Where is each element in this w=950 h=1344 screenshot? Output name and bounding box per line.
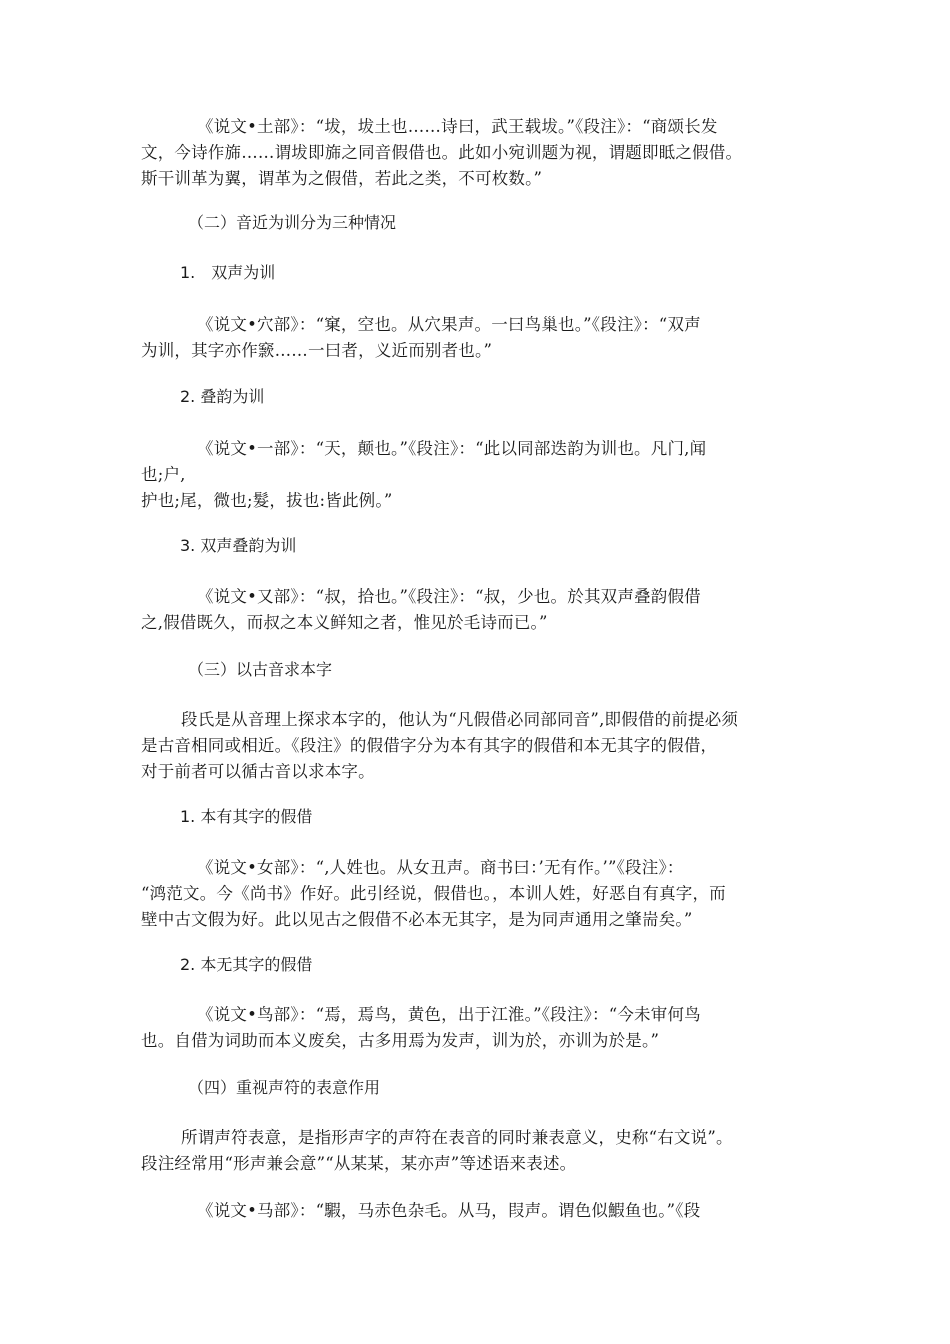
paragraph-line: 《说文•鸟部》：“焉，焉鸟，黄色，出于江淮。”《段注》：“今未审何鸟 — [197, 1005, 701, 1024]
paragraph-line: 所谓声符表意，是指形声字的声符在表音的同时兼表意义，史称“右文说”。 — [181, 1128, 733, 1147]
paragraph-line: 《说文•女部》：“,人姓也。从女丑声。商书曰：’无有作。’”《段注》： — [197, 858, 684, 877]
subheading-dieyun: 2. 叠韵为训 — [180, 387, 265, 406]
paragraph-line: 文，今诗作旆……谓坺即旆之同音假借也。此如小宛训题为视，谓题即眡之假借。 — [141, 143, 743, 162]
paragraph-line: 也;户, — [141, 465, 186, 484]
paragraph-line: 《说文•又部》：“叔，拾也。”《段注》：“叔，少也。於其双声叠韵假借 — [197, 587, 701, 606]
paragraph-line: 段注经常用“形声兼会意”“从某某，某亦声”等述语来表述。 — [141, 1154, 577, 1173]
paragraph-xue-bu — [141, 312, 813, 364]
section-heading-er: （二）音近为训分为三种情况 — [188, 213, 397, 232]
paragraph-line: 《说文•一部》：“天，颠也。”《段注》：“此以同部迭韵为训也。凡门,闻 — [197, 439, 707, 458]
subheading-benyou: 1. 本有其字的假借 — [180, 807, 313, 826]
paragraph-shengfu — [141, 1125, 813, 1177]
paragraph-niao-bu — [141, 1002, 813, 1054]
paragraph-yi-bu — [141, 436, 813, 514]
paragraph-line: 为训，其字亦作窾……一曰者，义近而别者也。” — [141, 341, 493, 360]
paragraph-line: 也。自借为词助而本义废矣，古多用焉为发声，训为於，亦训为於是。” — [141, 1031, 660, 1050]
paragraph-line: 段氏是从音理上探求本字的，他认为“凡假借必同部同音”,即假借的前提必须 — [181, 710, 739, 729]
paragraph-line: 《说文•马部》：“騢，马赤色杂毛。从马，叚声。谓色似鰕鱼也。”《段 — [197, 1201, 701, 1220]
paragraph-ma-bu — [141, 1198, 813, 1224]
subheading-benwu: 2. 本无其字的假借 — [180, 955, 313, 974]
paragraph-line: 对于前者可以循古音以求本字。 — [141, 762, 375, 781]
paragraph-line: 壁中古文假为好。此以见古之假借不必本无其字，是为同声通用之肇耑矣。” — [141, 910, 693, 929]
paragraph-you-bu — [141, 584, 813, 636]
paragraph-nv-bu — [141, 855, 813, 933]
paragraph-line: “鸿范文。今《尚书》作好。此引经说，假借也。，本训人姓，好恶自有真字，而 — [141, 884, 726, 903]
paragraph-line: 是古音相同或相近。《段注》的假借字分为本有其字的假借和本无其字的假借， — [141, 736, 718, 755]
paragraph-line: 《说文•穴部》：“窠，空也。从穴果声。一曰鸟巢也。”《段注》：“双声 — [197, 315, 701, 334]
paragraph-line: 护也;尾，微也;髮，拔也:皆此例。” — [141, 491, 393, 510]
subheading-shuangsheng-dieyun: 3. 双声叠韵为训 — [180, 536, 297, 555]
section-heading-si: （四）重视声符的表意作用 — [188, 1078, 381, 1097]
paragraph-tu-bu — [141, 114, 813, 192]
paragraph-line: 斯干训革为翼，谓革为之假借，若此之类，不可枚数。” — [141, 169, 543, 188]
section-heading-san: （三）以古音求本字 — [188, 660, 333, 679]
paragraph-duan-shi — [141, 707, 813, 785]
subheading-shuangsheng: 1. 双声为训 — [180, 263, 276, 282]
paragraph-line: 《说文•土部》：“坺，坺土也……诗曰，武王载坺。”《段注》：“商颂长发 — [197, 117, 718, 136]
paragraph-line: 之,假借既久，而叔之本义鲜知之者，惟见於毛诗而已。” — [141, 613, 548, 632]
